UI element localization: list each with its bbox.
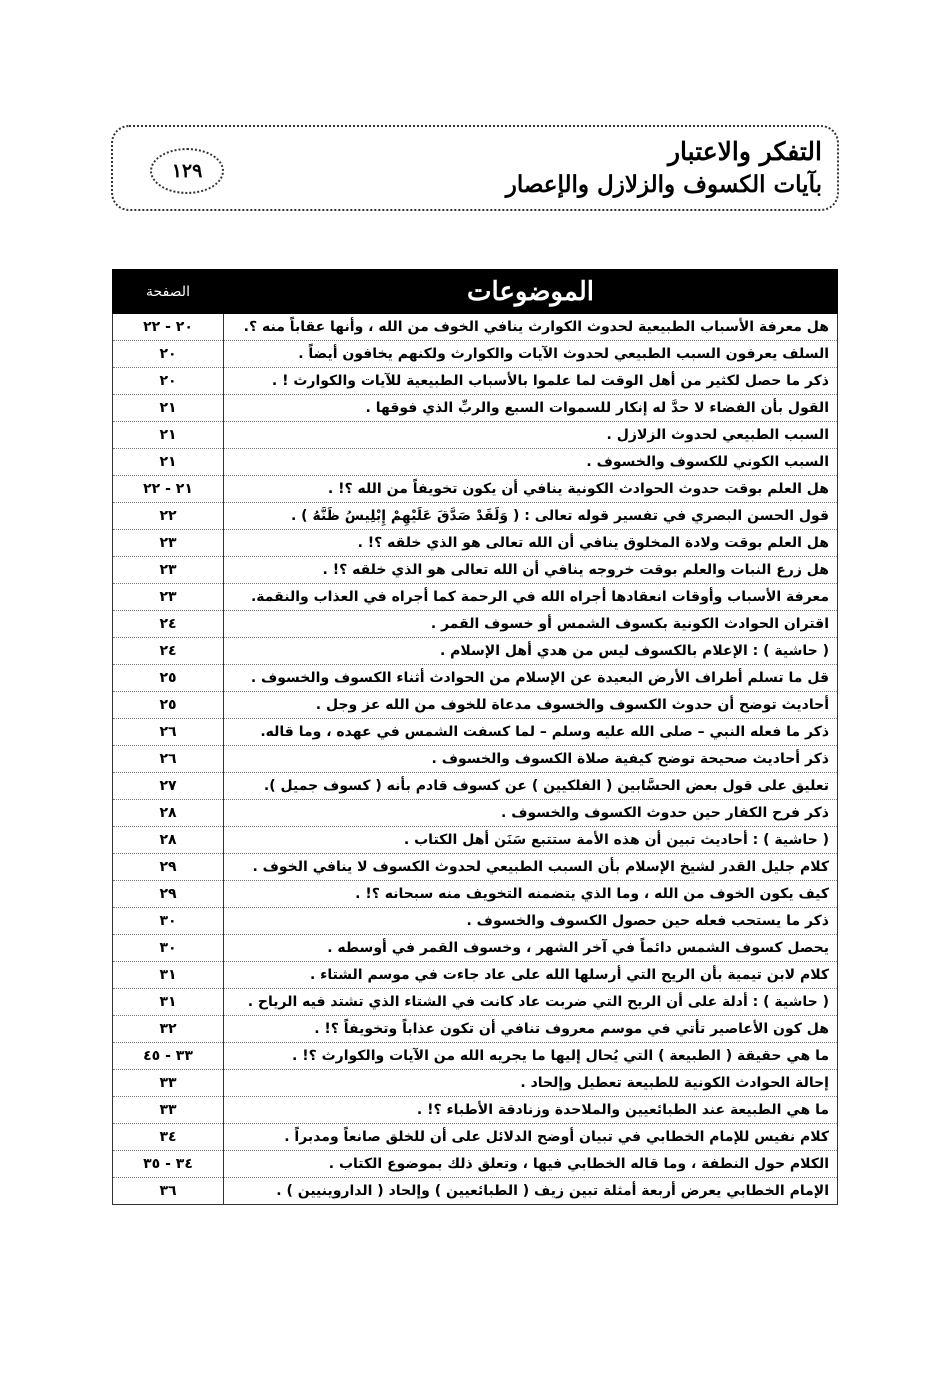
topic-cell: يحصل كسوف الشمس دائماً في آخر الشهر ، وخسوف القمر في أوسطه . <box>224 935 838 962</box>
table-row <box>113 692 838 719</box>
topic-cell: ( حاشية ) : أدلة على أن الريح التي ضربت عاد كانت في الشتاء الذي تشتد فيه الرياح . <box>224 989 838 1016</box>
page-cell: ٢٨ <box>113 827 224 854</box>
page-cell: ٢٤ <box>113 638 224 665</box>
table-row <box>113 1178 838 1205</box>
topic-cell: معرفة الأسباب وأوقات انعقادها أجراه الله في الرحمة كما أجراه في العذاب والنقمة. <box>224 584 838 611</box>
table-row <box>113 422 838 449</box>
topic-cell: تعليق على قول بعض الحسَّابين ( الفلكيين ) عن كسوف قادم بأنه ( كسوف جميل ). <box>224 773 838 800</box>
table-row <box>113 611 838 638</box>
topic-cell: ذكر أحاديث صحيحة توضح كيفية صلاة الكسوف والخسوف . <box>224 746 838 773</box>
page-cell: ٣٠ <box>113 908 224 935</box>
page-cell: ٢١ <box>113 395 224 422</box>
topic-cell: ما هي الطبيعة عند الطبائعيين والملاحدة وزنادقة الأطباء ؟! . <box>224 1097 838 1124</box>
topic-cell: هل زرع النبات والعلم بوقت خروجه ينافي أن الله تعالى هو الذي خلقه ؟! . <box>224 557 838 584</box>
topic-cell: أحاديث توضح أن حدوث الكسوف والخسوف مدعاة للخوف من الله عز وجل . <box>224 692 838 719</box>
table-row <box>113 854 838 881</box>
table-row <box>113 665 838 692</box>
table-row <box>113 1151 838 1178</box>
topic-cell: ما هي حقيقة ( الطبيعة ) التي يُحال إليها ما يجريه الله من الآيات والكوارث ؟! . <box>224 1043 838 1070</box>
table-row <box>113 935 838 962</box>
page-cell: ٢٥ <box>113 692 224 719</box>
topic-cell: ذكر فرح الكفار حين حدوث الكسوف والخسوف . <box>224 800 838 827</box>
topic-cell: كيف يكون الخوف من الله ، وما الذي يتضمنه التخويف منه سبحانه ؟! . <box>224 881 838 908</box>
page-cell: ٣٤ - ٣٥ <box>113 1151 224 1178</box>
page-cell: ٣١ <box>113 989 224 1016</box>
topic-cell: كلام لابن تيمية بأن الريح التي أرسلها الله على عاد جاءت في موسم الشتاء . <box>224 962 838 989</box>
topic-cell: هل معرفة الأسباب الطبيعية لحدوث الكوارث ينافي الخوف من الله ، وأنها عقاباً منه ؟. <box>224 314 838 341</box>
page-cell: ٣١ <box>113 962 224 989</box>
page-cell: ٢٠ <box>113 368 224 395</box>
table-row <box>113 1124 838 1151</box>
topic-cell: الكلام حول النطفة ، وما قاله الخطابي فيها ، وتعلق ذلك بموضوع الكتاب . <box>224 1151 838 1178</box>
table-row <box>113 368 838 395</box>
topic-cell: السبب الكوني للكسوف والخسوف . <box>224 449 838 476</box>
page-cell: ٣٦ <box>113 1178 224 1205</box>
table-row <box>113 584 838 611</box>
page-cell: ٢٥ <box>113 665 224 692</box>
table-row <box>113 449 838 476</box>
page-cell: ٢١ - ٢٢ <box>113 476 224 503</box>
page-cell: ٣٣ - ٤٥ <box>113 1043 224 1070</box>
table-row <box>113 1016 838 1043</box>
table-row <box>113 719 838 746</box>
page-cell: ٢٧ <box>113 773 224 800</box>
topic-cell: إحالة الحوادث الكونية للطبيعة تعطيل وإلحاد . <box>224 1070 838 1097</box>
page-cell: ٢٦ <box>113 746 224 773</box>
topic-cell: ( حاشية ) : أحاديث تبين أن هذه الأمة ستتبع سَنَن أهل الكتاب . <box>224 827 838 854</box>
page-cell: ٢٣ <box>113 584 224 611</box>
topic-cell: القول بأن الفضاء لا حدَّ له إنكار للسموات السبع والربِّ الذي فوقها . <box>224 395 838 422</box>
table-row <box>113 476 838 503</box>
table-row <box>113 827 838 854</box>
table-header-row <box>113 270 838 314</box>
table-row <box>113 503 838 530</box>
page-cell: ٢٣ <box>113 557 224 584</box>
table-row <box>113 800 838 827</box>
topic-cell: ( حاشية ) : الإعلام بالكسوف ليس من هدي أهل الإسلام . <box>224 638 838 665</box>
table-row <box>113 746 838 773</box>
topic-cell: اقتران الحوادث الكونية بكسوف الشمس أو خسوف القمر . <box>224 611 838 638</box>
page-cell: ٣٣ <box>113 1070 224 1097</box>
page-cell: ٢٠ - ٢٢ <box>113 314 224 341</box>
running-title-line2: بآيات الكسوف والزلازل والإعصار <box>505 171 822 198</box>
topic-cell: ذكر ما يستحب فعله حين حصول الكسوف والخسوف . <box>224 908 838 935</box>
table-row <box>113 1043 838 1070</box>
page-cell: ٢٦ <box>113 719 224 746</box>
page-cell: ٢٩ <box>113 854 224 881</box>
page-cell: ٢١ <box>113 422 224 449</box>
table-row <box>113 341 838 368</box>
table-row <box>113 395 838 422</box>
page-cell: ٢٢ <box>113 503 224 530</box>
topic-cell: الإمام الخطابي يعرض أربعة أمثلة تبين زيف ( الطبائعيين ) وإلحاد ( الداروينيين ) . <box>224 1178 838 1205</box>
table-row <box>113 908 838 935</box>
table-row <box>113 557 838 584</box>
topic-cell: السبب الطبيعي لحدوث الزلازل . <box>224 422 838 449</box>
topic-cell: كلام نفيس للإمام الخطابي في تبيان أوضح الدلائل على أن للخلق صانعاً ومدبراً . <box>224 1124 838 1151</box>
topic-cell: هل العلم بوقت حدوث الحوادث الكونية ينافي أن يكون تخويفاً من الله ؟! . <box>224 476 838 503</box>
page-cell: ٢٠ <box>113 341 224 368</box>
page-number: ١٢٩ <box>150 148 224 194</box>
topic-cell: هل العلم بوقت ولادة المخلوق ينافي أن الله تعالى هو الذي خلقه ؟! . <box>224 530 838 557</box>
page-cell: ٢٩ <box>113 881 224 908</box>
topic-cell: كلام جليل القدر لشيخ الإسلام بأن السبب الطبيعي لحدوث الكسوف لا ينافي الخوف . <box>224 854 838 881</box>
table-row <box>113 1097 838 1124</box>
page-cell: ٢٤ <box>113 611 224 638</box>
table-row <box>113 1070 838 1097</box>
page-cell: ٣٣ <box>113 1097 224 1124</box>
page-cell: ٣٤ <box>113 1124 224 1151</box>
running-title-line1: التفكر والاعتبار <box>667 137 822 166</box>
topic-cell: ذكر ما حصل لكثير من أهل الوقت لما علموا بالأسباب الطبيعية للآيات والكوارث ! . <box>224 368 838 395</box>
topic-cell: ذكر ما فعله النبي – صلى الله عليه وسلم – لما كسفت الشمس في عهده ، وما قاله. <box>224 719 838 746</box>
page-cell: ٣٢ <box>113 1016 224 1043</box>
column-header-page: الصفحة <box>113 270 224 314</box>
column-header-topics: الموضوعات <box>224 270 838 314</box>
contents-table <box>112 269 838 1205</box>
table-row <box>113 530 838 557</box>
table-row <box>113 881 838 908</box>
table-row <box>113 638 838 665</box>
page-cell: ٢٨ <box>113 800 224 827</box>
topic-cell: قل ما تسلم أطراف الأرض البعيدة عن الإسلام من الحوادث أثناء الكسوف والخسوف . <box>224 665 838 692</box>
topic-cell: هل كون الأعاصير تأتي في موسم معروف تنافي أن تكون عذاباً وتخويفاً ؟! . <box>224 1016 838 1043</box>
table-row <box>113 773 838 800</box>
table-row <box>113 989 838 1016</box>
topic-cell: قول الحسن البصري في تفسير قوله تعالى : ( وَلَقَدْ صَدَّقَ عَلَيْهِمْ إِبْلِيسُ ظَنَّهُ ) . <box>224 503 838 530</box>
table-row <box>113 314 838 341</box>
topic-cell: السلف يعرفون السبب الطبيعي لحدوث الآيات والكوارث ولكنهم يخافون أيضاً . <box>224 341 838 368</box>
table-row <box>113 962 838 989</box>
page-cell: ٢١ <box>113 449 224 476</box>
page-cell: ٣٠ <box>113 935 224 962</box>
page-cell: ٢٣ <box>113 530 224 557</box>
